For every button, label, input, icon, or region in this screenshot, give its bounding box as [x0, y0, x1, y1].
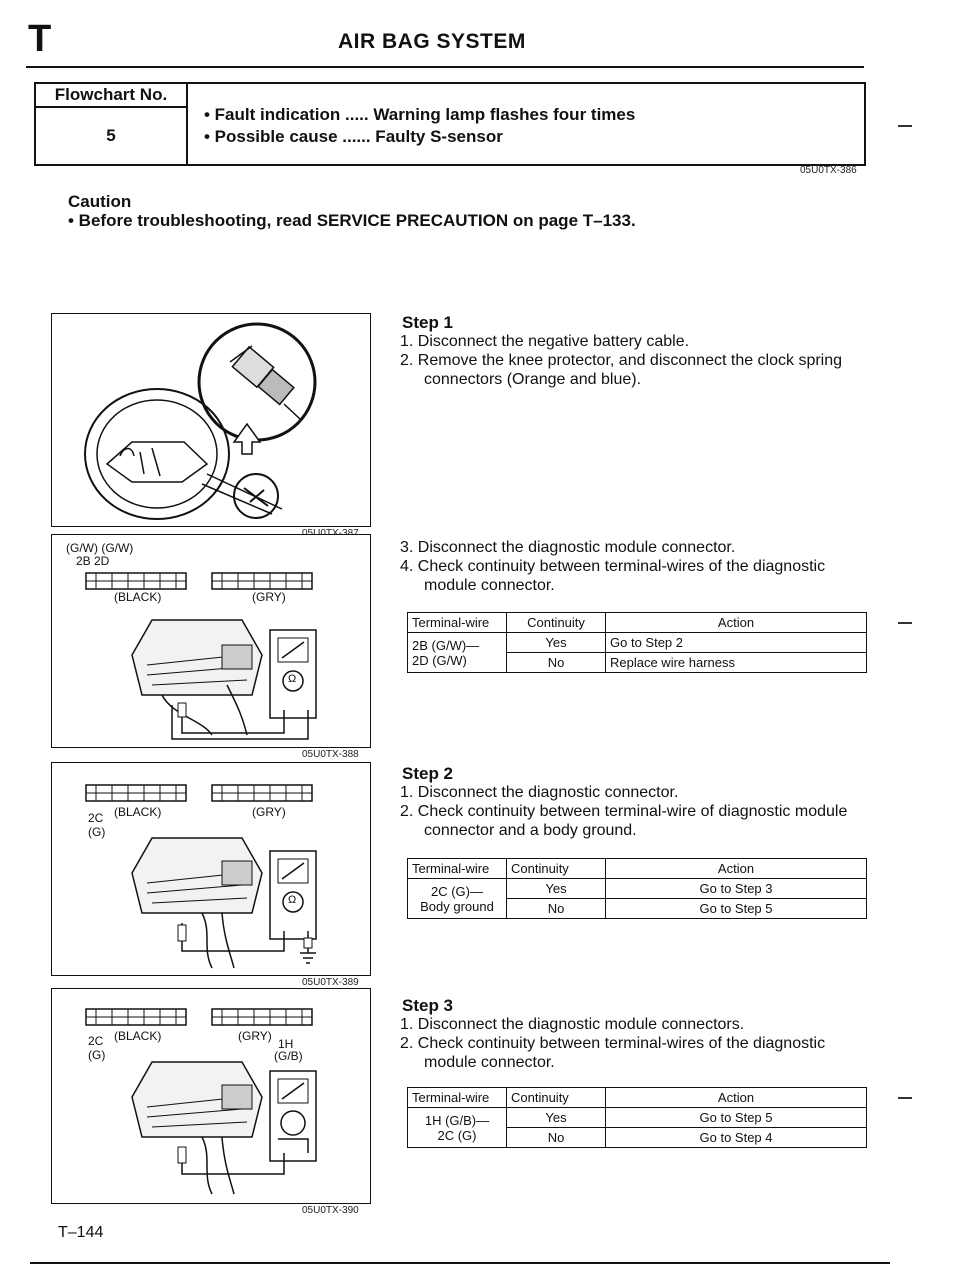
continuity-cell: No [507, 653, 606, 673]
margin-mark [898, 622, 912, 624]
terminal-line: 2C (G) [437, 1127, 477, 1143]
wire-left-label: (G) [88, 1048, 106, 1062]
step2-instructions [400, 783, 870, 840]
step1-line: 2. Remove the knee protector, and disconnect the clock spring [400, 352, 843, 369]
terminal-cell [408, 879, 507, 919]
margin-mark [898, 1097, 912, 1099]
table-header-row [408, 1088, 867, 1108]
action-cell: Replace wire harness [606, 653, 867, 673]
figure-code: 05U0TX-390 [302, 1205, 359, 1216]
flowchart-label: Flowchart No. [36, 84, 188, 108]
action-cell: Go to Step 5 [606, 1108, 867, 1128]
step1-line: connectors (Orange and blue). [424, 371, 642, 388]
table-header: Action [606, 613, 867, 633]
connector-illustration [52, 989, 370, 1203]
continuity-cell: No [507, 1128, 606, 1148]
action-cell: Go to Step 4 [606, 1128, 867, 1148]
flowchart-description [204, 104, 635, 148]
table-row [408, 633, 867, 653]
terminal-line: 2D (G/W) [412, 652, 467, 668]
table-header: Continuity [507, 859, 606, 879]
table-header-row [408, 859, 867, 879]
terminal-line: 1H (G/B)— [424, 1112, 490, 1128]
step3-line: 1. Disconnect the diagnostic module connectors. [400, 1016, 745, 1033]
wire-labels: (G/W) (G/W) [66, 541, 134, 555]
figure-diagnostic-connector-check [51, 534, 371, 760]
ohmmeter-symbol: Ω [288, 673, 297, 685]
table-header-row [408, 613, 867, 633]
flowchart-box [34, 82, 866, 166]
table-header: Continuity [507, 1088, 606, 1108]
left-connector-label: (BLACK) [114, 805, 162, 819]
table-header: Terminal-wire [408, 859, 507, 879]
step2-line: connector and a body ground. [424, 822, 637, 839]
wire-label: (G) [88, 825, 106, 839]
step3-instructions [400, 1015, 870, 1072]
possible-cause: • Possible cause ...... Faulty S-sensor [204, 127, 503, 146]
ohmmeter-symbol: Ω [288, 894, 297, 906]
continuity-table-step1 [407, 612, 867, 673]
table-header: Action [606, 1088, 867, 1108]
table-header: Continuity [507, 613, 606, 633]
terminal-cell [408, 633, 507, 673]
right-connector-label: (GRY) [252, 805, 286, 819]
table-row [408, 1108, 867, 1128]
terminal-label: 2C [88, 811, 104, 825]
action-cell: Go to Step 2 [606, 633, 867, 653]
terminal-line: 2C (G)— [431, 883, 483, 899]
step3-line: module connector. [424, 1054, 555, 1071]
figure-code: 05U0TX-389 [302, 977, 359, 988]
page-number: T–144 [58, 1224, 104, 1241]
connector-illustration [52, 535, 370, 747]
step1b-instructions [400, 538, 870, 595]
step3-line: 2. Check continuity between terminal-wires of the diagnostic [400, 1035, 826, 1052]
terminal-line: Body ground [420, 898, 494, 914]
fault-indication: • Fault indication ..... Warning lamp flashes four times [204, 105, 636, 124]
continuity-table-step2 [407, 858, 867, 919]
right-connector-label: (GRY) [252, 590, 286, 604]
step1-line: 1. Disconnect the negative battery cable. [400, 333, 690, 350]
step1b-line: 3. Disconnect the diagnostic module connector. [400, 539, 736, 556]
step1-instructions [400, 332, 870, 389]
step2-heading: Step 2 [402, 764, 454, 783]
continuity-cell: Yes [507, 879, 606, 899]
left-connector-label: (BLACK) [114, 590, 162, 604]
terminal-right-label: 1H [278, 1037, 294, 1051]
figure-body-ground-check [51, 762, 371, 988]
table-header: Terminal-wire [408, 613, 507, 633]
caution-item: • Before troubleshooting, read SERVICE PRECAUTION on page T–133. [68, 211, 636, 230]
caution-heading: Caution [68, 192, 132, 211]
continuity-cell: No [507, 899, 606, 919]
steering-wheel-illustration [52, 314, 370, 526]
terminal-left-label: 2C [88, 1034, 104, 1048]
figure-code: 05U0TX-388 [302, 749, 359, 760]
action-cell: Go to Step 3 [606, 879, 867, 899]
continuity-cell: Yes [507, 1108, 606, 1128]
connector-illustration [52, 763, 370, 975]
terminal-cell [408, 1108, 507, 1148]
continuity-table-step3 [407, 1087, 867, 1148]
footer-rule [30, 1262, 890, 1264]
step2-line: 2. Check continuity between terminal-wire of diagnostic module [400, 803, 848, 820]
flowchart-number: 5 [36, 108, 188, 164]
step1b-line: 4. Check continuity between terminal-wires of the diagnostic [400, 558, 826, 575]
section-letter: T [28, 18, 52, 60]
table-row [408, 879, 867, 899]
page-title: AIR BAG SYSTEM [338, 30, 526, 53]
wire-right-label: (G/B) [274, 1049, 303, 1063]
step1-heading: Step 1 [402, 313, 454, 332]
figure-steering-wheel [51, 313, 371, 527]
step1b-line: module connector. [424, 577, 555, 594]
table-header: Action [606, 859, 867, 879]
terminal-labels: 2B 2D [76, 554, 110, 568]
figure-terminal-wires-check [51, 988, 371, 1216]
action-cell: Go to Step 5 [606, 899, 867, 919]
continuity-cell: Yes [507, 633, 606, 653]
table-header: Terminal-wire [408, 1088, 507, 1108]
flowchart-code: 05U0TX-386 [800, 165, 857, 176]
step2-line: 1. Disconnect the diagnostic connector. [400, 784, 679, 801]
right-connector-label: (GRY) [238, 1029, 272, 1043]
terminal-line: 2B (G/W)— [412, 637, 480, 653]
margin-mark [898, 125, 912, 127]
left-connector-label: (BLACK) [114, 1029, 162, 1043]
header-rule [26, 66, 864, 68]
step3-heading: Step 3 [402, 996, 454, 1015]
